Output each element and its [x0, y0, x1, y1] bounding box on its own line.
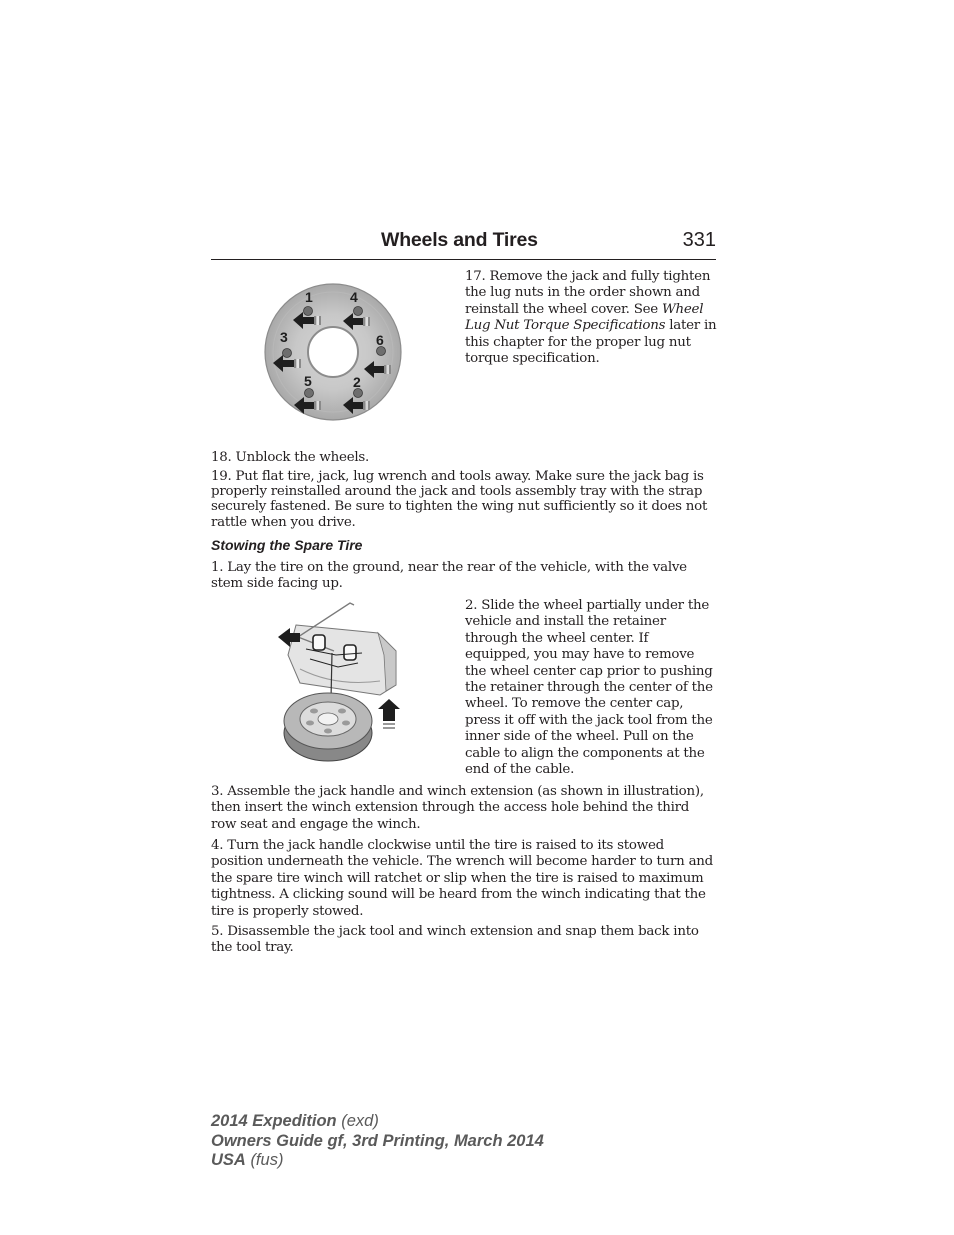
sequence-label: 6	[376, 332, 384, 348]
stow-step-5: 5. Disassemble the jack tool and winch extension and snap them back into the tool tray.	[211, 924, 699, 956]
arrow-icon	[378, 699, 400, 721]
cross-reference: Wheel Lug Nut Torque Specifications	[465, 301, 704, 334]
footer-model-code: (exd)	[341, 1112, 379, 1130]
step-19: 19. Put flat tire, jack, lug wrench and tools away. Make sure the jack bag is properly reinstalled around the jack and tools assembly tray with the strap securely fastened. Be sure to tighten the wing nut sufficiently so it does not rattle when you drive.	[211, 469, 708, 530]
page-number: 331	[682, 229, 716, 251]
lug-nut	[354, 307, 363, 316]
section-heading: Stowing the Spare Tire	[211, 537, 363, 553]
sequence-label: 1	[305, 289, 313, 305]
sequence-label: 3	[280, 329, 288, 345]
lug-nut	[305, 389, 314, 398]
spare-tire-figure	[276, 597, 414, 765]
stow-step-3: 3. Assemble the jack handle and winch extension (as shown in illustration), then insert the winch extension through the access hole behind the third row seat and engage the winch.	[211, 784, 704, 832]
lug-nut-order-figure	[262, 281, 404, 423]
stow-step-1: 1. Lay the tire on the ground, near the rear of the vehicle, with the valve stem side facing up.	[211, 560, 687, 592]
step-18: 18. Unblock the wheels.	[211, 450, 370, 465]
footer-region-code: (fus)	[250, 1151, 284, 1169]
footer-guide: Owners Guide gf, 3rd Printing, March 2014	[211, 1131, 544, 1150]
sequence-label: 2	[353, 374, 361, 390]
page-header	[211, 229, 716, 260]
sequence-label: 5	[304, 373, 312, 389]
chapter-title: Wheels and Tires	[381, 229, 538, 251]
step-17: 17. Remove the jack and fully tighten the lug nuts in the order shown and reinstall the wheel cover. See Wheel Lug Nut Torque Specifications later in this chapter for the proper lug nut torque specification.	[465, 269, 717, 367]
lug-nut	[283, 349, 292, 358]
footer-region: USA	[211, 1151, 246, 1169]
footer-model: 2014 Expedition	[211, 1112, 337, 1130]
sequence-label: 4	[350, 289, 358, 305]
lug-nut	[304, 307, 313, 316]
stow-step-4: 4. Turn the jack handle clockwise until the tire is raised to its stowed position underneath the vehicle. The wrench will become harder to turn and the spare tire winch will ratchet or slip when the tire is raised to maximum tightness. A clicking sound will be heard from the winch indicating that the tire is properly stowed.	[211, 838, 713, 919]
page-footer	[211, 1112, 544, 1171]
stow-step-2: 2. Slide the wheel partially under the vehicle and install the retainer through the wheel center. If equipped, you may have to remove the wheel center cap prior to pushing the retainer through the center of the wheel. To remove the center cap, press it off with the jack tool from the inner side of the wheel. Pull on the cable to align the components at the end of the cable.	[465, 598, 713, 778]
